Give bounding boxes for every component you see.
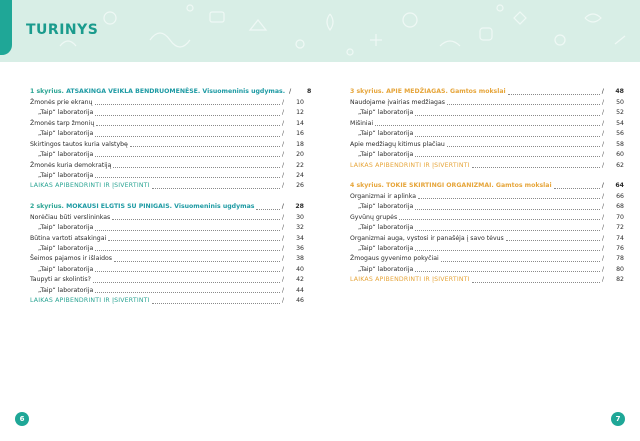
entry-text: „Taip“ laboratorija [38, 151, 94, 159]
separator: / [281, 203, 284, 211]
page-number: 28 [295, 203, 304, 211]
page-number: 22 [296, 161, 304, 169]
toc-entry[interactable] [350, 190, 624, 200]
toc-entry[interactable] [350, 149, 624, 159]
toc-entry[interactable] [30, 128, 304, 138]
leader-dots [108, 240, 280, 241]
toc-entry[interactable] [30, 243, 304, 253]
leader-dots [447, 146, 600, 147]
page-number-right: 7 [611, 412, 625, 426]
leader-dots [415, 115, 600, 116]
page-number: 14 [296, 119, 304, 127]
page-number: 70 [616, 213, 624, 221]
entry-text: „Taip“ laboratorija [38, 130, 94, 138]
page-number: 10 [296, 98, 304, 106]
separator: / [601, 224, 604, 232]
entry-text: „Taip“ laboratorija [358, 130, 414, 138]
separator: / [601, 98, 604, 106]
page-number: 58 [616, 140, 624, 148]
toc-entry[interactable] [30, 159, 304, 169]
page-number: 42 [296, 276, 304, 284]
separator: / [281, 98, 284, 106]
toc-entry[interactable] [30, 149, 304, 159]
separator: / [601, 130, 604, 138]
page-number: 46 [296, 297, 304, 305]
chapter-number: 1 skyrius. [30, 88, 64, 96]
toc-right-column [350, 86, 624, 284]
spacer [30, 190, 304, 200]
separator: / [601, 192, 604, 200]
separator: / [281, 151, 284, 159]
leader-dots [415, 136, 600, 137]
entry-text: „Taip“ laboratorija [38, 245, 94, 252]
page-title: TURINYS [26, 22, 99, 38]
separator: / [281, 297, 284, 305]
separator: / [281, 140, 284, 148]
page-number: 52 [616, 109, 624, 117]
separator: / [601, 245, 604, 252]
toc-entry[interactable] [350, 222, 624, 232]
leader-dots [415, 209, 600, 210]
leader-dots [114, 261, 280, 262]
chapter-name: TOKIE SKIRTINGI ORGANIZMAI. [386, 182, 494, 190]
leader-dots [415, 230, 600, 231]
leader-dots [95, 156, 280, 157]
entry-text: „Taip“ laboratorija [358, 151, 414, 159]
separator: / [281, 224, 284, 232]
separator: / [601, 255, 604, 263]
leader-dots [554, 188, 600, 189]
toc-entry[interactable] [30, 107, 304, 117]
leader-dots [256, 209, 279, 210]
entry-text: „Taip“ laboratorija [38, 224, 94, 232]
toc-entry[interactable] [30, 138, 304, 148]
separator: / [601, 109, 604, 117]
entry-text: Žmonės kuria demokratiją [30, 161, 112, 169]
toc-entry[interactable] [350, 263, 624, 273]
leader-dots [152, 188, 280, 189]
entry-text: „Taip“ laboratorija [38, 171, 94, 179]
chapter-name: MOKAUSI ELGTIS SU PINIGAIS. [66, 203, 173, 211]
separator: / [601, 88, 604, 96]
chapter-number: 2 skyrius. [30, 203, 64, 211]
separator: / [289, 88, 292, 96]
entry-text: LAIKAS APIBENDRINTI IR ĮSIVERTINTI [30, 182, 150, 190]
separator: / [601, 182, 604, 190]
leader-dots [506, 240, 600, 241]
toc-entry[interactable] [350, 117, 624, 127]
separator: / [281, 171, 284, 179]
entry-text: Būtina vartoti atsakingai [30, 234, 107, 242]
separator: / [601, 140, 604, 148]
page-number: 62 [616, 161, 624, 169]
entry-text: „Taip“ laboratorija [358, 109, 414, 117]
leader-dots [130, 146, 280, 147]
page-number: 56 [616, 130, 624, 138]
page-number: 26 [296, 182, 304, 190]
header-banner [0, 0, 640, 62]
page-number: 36 [296, 245, 304, 252]
toc-left-column [30, 86, 312, 305]
leader-dots [415, 271, 600, 272]
entry-text: Gyvūnų grupės [350, 213, 398, 221]
leader-dots [95, 104, 280, 105]
toc-entry[interactable] [350, 253, 624, 263]
chapter-number: 4 skyrius. [350, 182, 384, 190]
toc-entry[interactable] [350, 128, 624, 138]
toc-entry[interactable] [30, 253, 304, 263]
separator: / [281, 213, 284, 221]
page-number: 40 [296, 265, 304, 273]
page-number: 16 [296, 130, 304, 138]
entry-text: „Taip“ laboratorija [38, 286, 94, 294]
entry-text: Žmonės tarp žmonių [30, 119, 95, 127]
entry-text: Organizmai ir aplinka [350, 192, 416, 200]
page-number: 64 [615, 182, 624, 190]
separator: / [601, 119, 604, 127]
entry-text: Apie medžiagų kitimus plačiau [350, 140, 445, 148]
entry-text: LAIKAS APIBENDRINTI IR ĮSIVERTINTI [350, 161, 470, 169]
page-number: 76 [616, 245, 624, 252]
chapter-subject: Gamtos mokslai [495, 182, 552, 190]
toc-entry[interactable] [30, 222, 304, 232]
separator: / [601, 265, 604, 273]
banner-accent-tab [0, 0, 12, 55]
leader-dots [96, 125, 280, 126]
toc-chapter-4[interactable] [350, 180, 624, 190]
entry-text: Šeimos pajamos ir išlaidos [30, 255, 113, 263]
toc-entry[interactable] [350, 243, 624, 253]
entry-text: LAIKAS APIBENDRINTI IR ĮSIVERTINTI [350, 276, 470, 284]
page-number: 60 [616, 151, 624, 159]
entry-text: „Taip“ laboratorija [358, 245, 414, 252]
toc-review-entry[interactable] [350, 159, 624, 169]
entry-text: Žmonės prie ekranų [30, 98, 93, 106]
leader-dots [95, 115, 280, 116]
page-number: 54 [616, 119, 624, 127]
entry-text: „Taip“ laboratorija [358, 265, 414, 273]
page-number: 24 [296, 171, 304, 179]
page-number: 34 [296, 234, 304, 242]
separator: / [281, 255, 284, 263]
leader-dots [399, 219, 600, 220]
page-number: 74 [616, 234, 624, 242]
entry-text: Norėčiau būti verslininkas [30, 213, 111, 221]
toc-entry[interactable] [30, 232, 304, 242]
entry-text: LAIKAS APIBENDRINTI IR ĮSIVERTINTI [30, 297, 150, 305]
chapter-subject: Visuomeninis ugdymas [174, 203, 255, 211]
separator: / [281, 265, 284, 273]
toc-entry[interactable] [350, 107, 624, 117]
leader-dots [95, 177, 280, 178]
separator: / [601, 234, 604, 242]
entry-text: Mišiniai [350, 119, 374, 127]
entry-text: „Taip“ laboratorija [38, 109, 94, 117]
separator: / [281, 130, 284, 138]
leader-dots [112, 219, 280, 220]
leader-dots [95, 250, 280, 251]
separator: / [281, 182, 284, 190]
leader-dots [415, 156, 600, 157]
toc-entry[interactable] [30, 284, 304, 294]
separator: / [601, 213, 604, 221]
toc-review-entry[interactable] [30, 180, 304, 190]
page-number: 32 [296, 224, 304, 232]
page-number: 78 [616, 255, 624, 263]
toc-entry[interactable] [30, 274, 304, 284]
leader-dots [447, 104, 600, 105]
page-number: 44 [296, 286, 304, 294]
page-number: 30 [296, 213, 304, 221]
entry-text: „Taip“ laboratorija [358, 203, 414, 211]
toc-entry[interactable] [30, 96, 304, 106]
toc-entry[interactable] [350, 138, 624, 148]
toc-entry[interactable] [350, 96, 624, 106]
chapter-subject: Visuomeninis ugdymas. [202, 88, 286, 96]
page-number: 50 [616, 98, 624, 106]
entry-text: Naudojame įvairias medžiagas [350, 98, 445, 106]
page-number-left: 6 [15, 412, 29, 426]
page-number: 82 [616, 276, 624, 284]
separator: / [601, 203, 604, 211]
leader-dots [95, 271, 280, 272]
toc-review-entry[interactable] [30, 295, 304, 305]
separator: / [281, 161, 284, 169]
leader-dots [508, 94, 600, 95]
leader-dots [472, 282, 600, 283]
leader-dots [95, 230, 280, 231]
entry-text: Žmogaus gyvenimo pokyčiai [350, 255, 439, 263]
spacer [350, 170, 624, 180]
leader-dots [93, 282, 280, 283]
leader-dots [375, 125, 600, 126]
toc-chapter-1[interactable] [30, 86, 312, 96]
page-number: 72 [616, 224, 624, 232]
entry-text: „Taip“ laboratorija [38, 265, 94, 273]
toc-entry[interactable] [30, 211, 304, 221]
toc-review-entry[interactable] [350, 274, 624, 284]
entry-text: „Taip“ laboratorija [358, 224, 414, 232]
page-number: 48 [615, 88, 624, 96]
entry-text: Taupyti ar skolintis? [30, 276, 91, 284]
separator: / [281, 276, 284, 284]
toc-chapter-3[interactable] [350, 86, 624, 96]
leader-dots [152, 303, 280, 304]
page-number: 38 [296, 255, 304, 263]
page-number: 18 [296, 140, 304, 148]
chapter-name: APIE MEDŽIAGAS. [386, 88, 448, 96]
entry-text: Organizmai auga, vystosi ir panašėja į savo tėvus [350, 234, 504, 242]
chapter-name: ATSAKINGA VEIKLA BENDRUOMENĖSE. [66, 88, 201, 96]
toc-entry[interactable] [350, 211, 624, 221]
page-number: 80 [616, 265, 624, 273]
leader-dots [415, 250, 600, 251]
leader-dots [441, 261, 600, 262]
toc-entry[interactable] [350, 232, 624, 242]
separator: / [281, 119, 284, 127]
separator: / [601, 151, 604, 159]
page-number: 66 [616, 192, 624, 200]
leader-dots [472, 167, 600, 168]
leader-dots [95, 292, 280, 293]
separator: / [281, 286, 284, 294]
separator: / [281, 245, 284, 252]
separator: / [601, 161, 604, 169]
page-number: 20 [296, 151, 304, 159]
chapter-subject: Gamtos mokslai [450, 88, 506, 96]
separator: / [281, 109, 284, 117]
leader-dots [95, 136, 280, 137]
separator: / [601, 276, 604, 284]
page-number: 8 [306, 88, 312, 96]
entry-text: Skirtingos tautos kuria valstybę [30, 140, 128, 148]
separator: / [281, 234, 284, 242]
toc-entry[interactable] [30, 117, 304, 127]
leader-dots [418, 198, 600, 199]
page-number: 68 [616, 203, 624, 211]
toc-entry[interactable] [30, 263, 304, 273]
leader-dots [113, 167, 280, 168]
page-number: 12 [296, 109, 304, 117]
toc-entry[interactable] [350, 201, 624, 211]
chapter-number: 3 skyrius. [350, 88, 384, 96]
toc-entry[interactable] [30, 170, 304, 180]
toc-chapter-2[interactable] [30, 201, 304, 211]
